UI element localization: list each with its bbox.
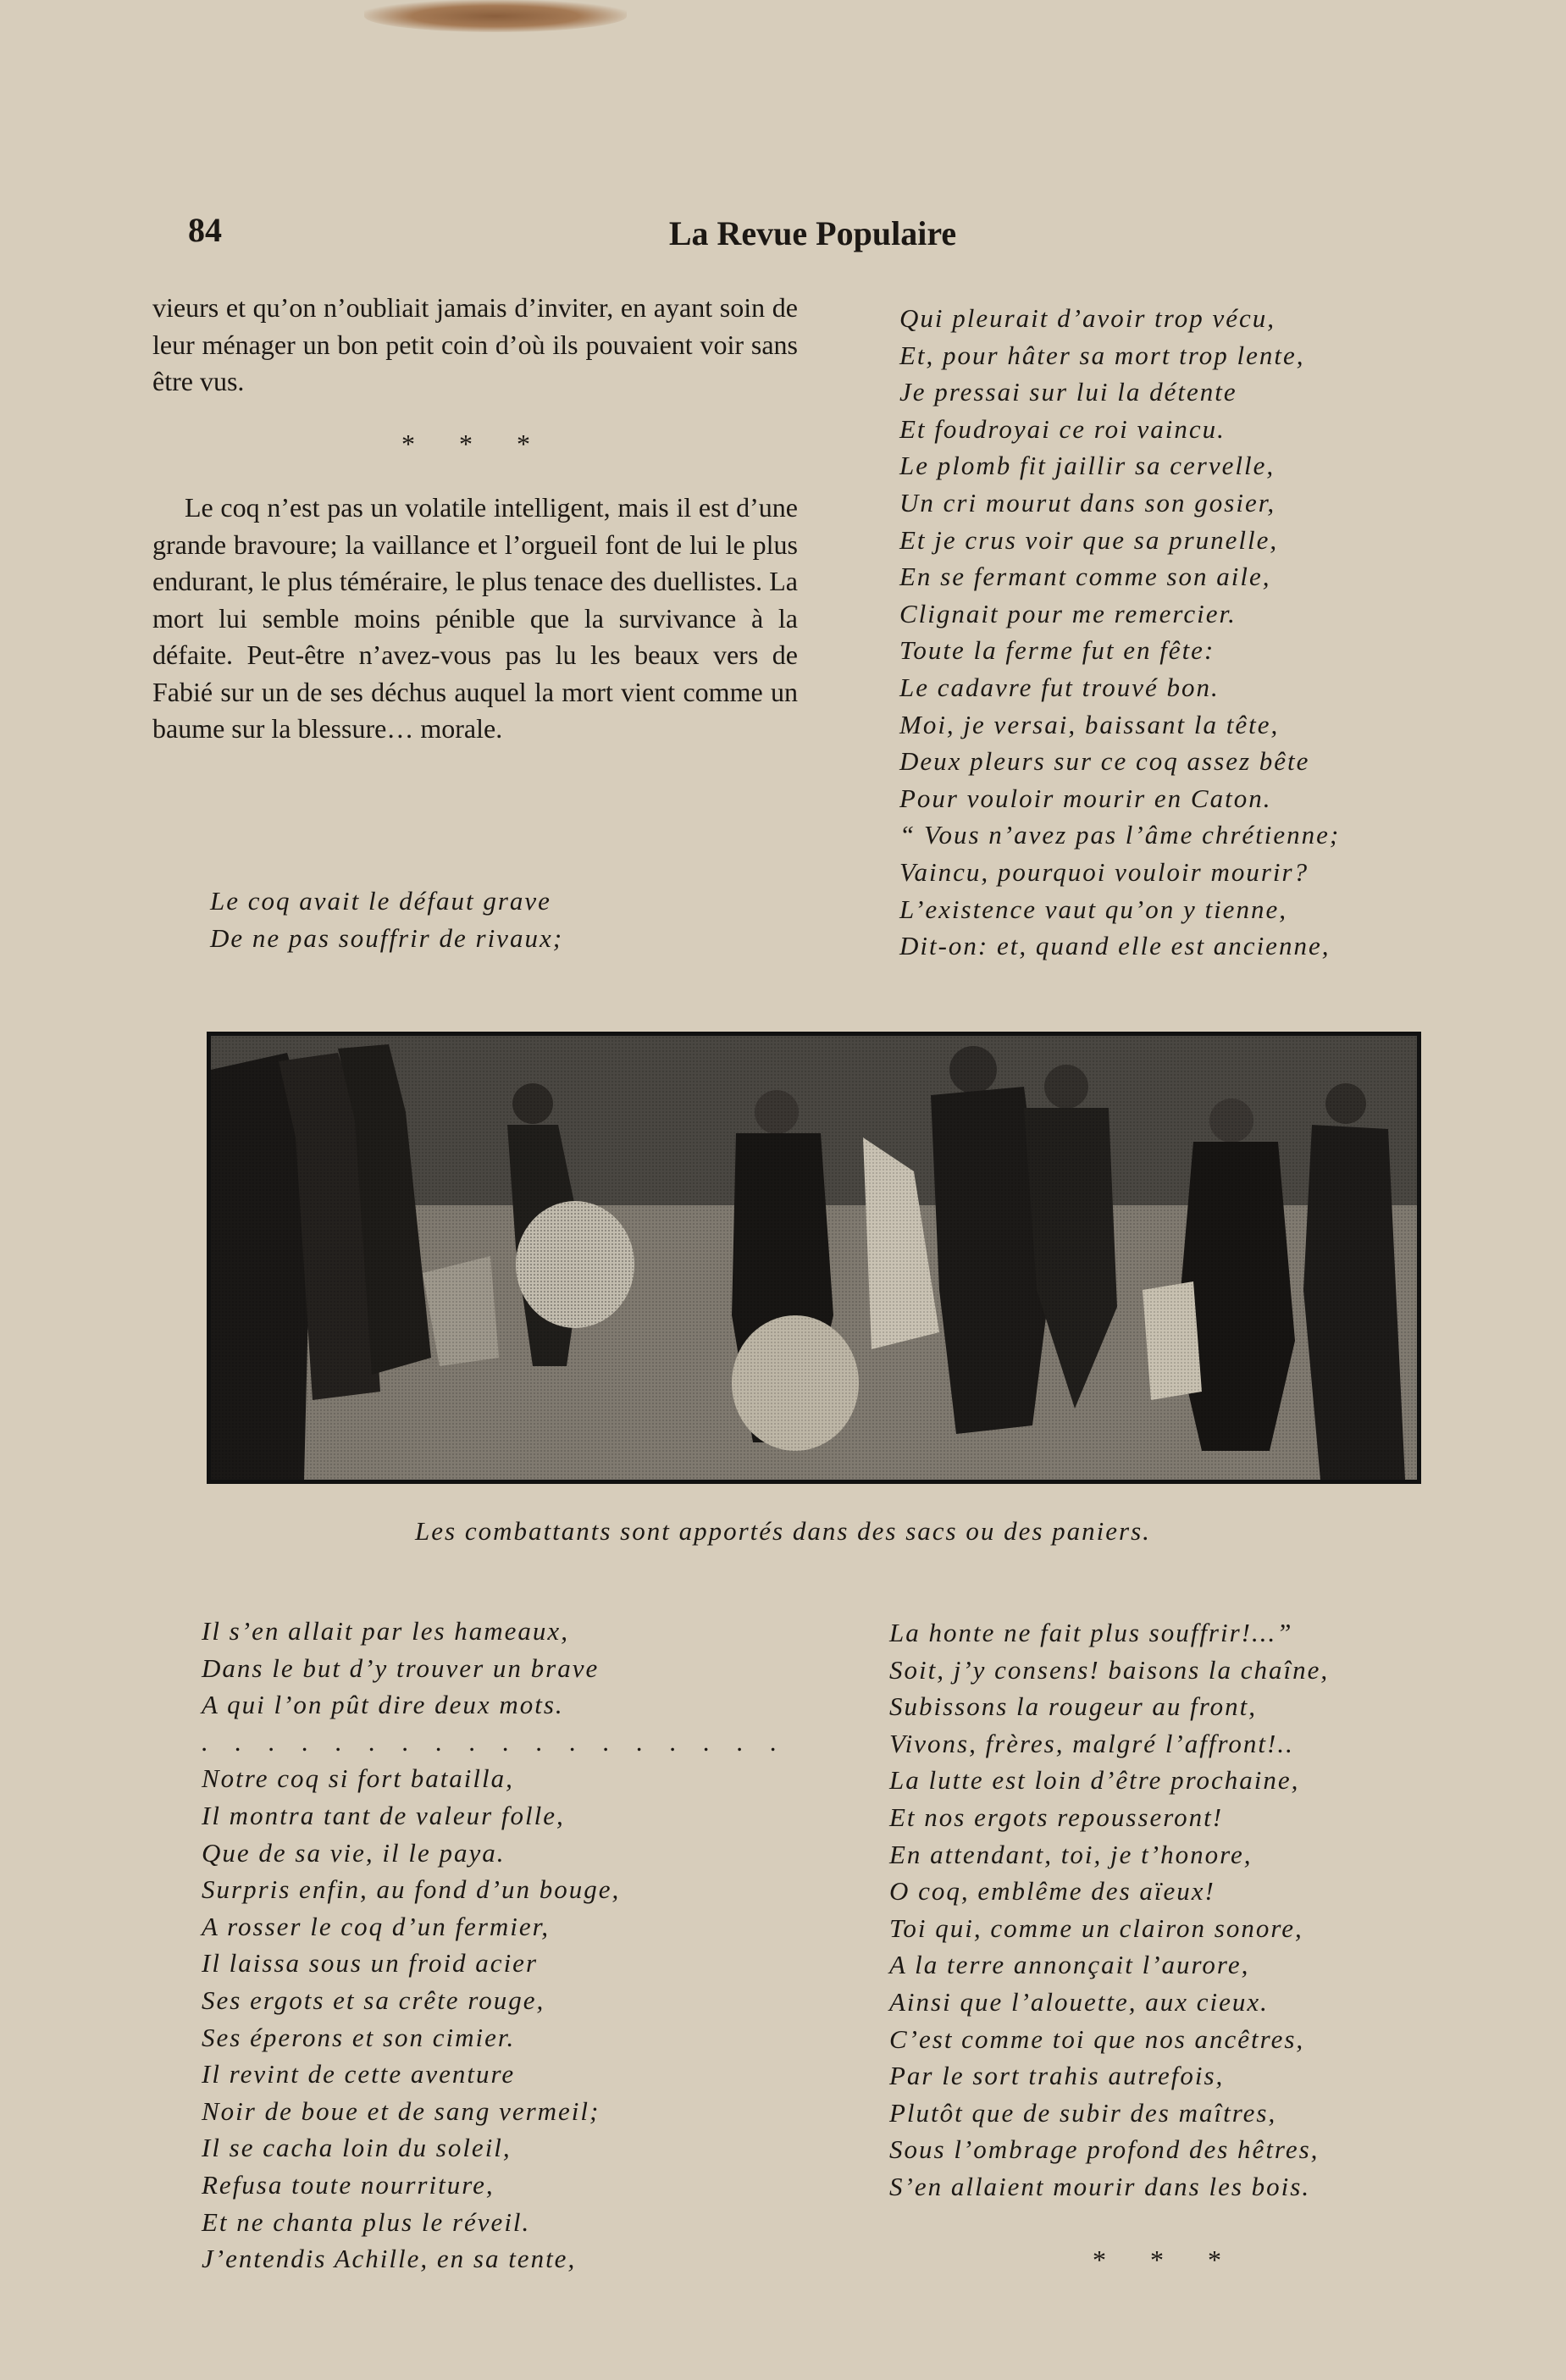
verse-line: Et nos ergots repousseront! [889,1802,1224,1832]
verse-line: A rosser le coq d’un fermier, [202,1911,551,1941]
verse-line: O coq, emblême des aïeux! [889,1876,1215,1907]
verse-line: Pour vouloir mourir en Caton. [899,783,1272,813]
verse-line: Il se cacha loin du soleil, [202,2133,512,2163]
verse-line: Vivons, frères, malgré l’affront!.. [889,1728,1294,1758]
paper-stain [364,0,627,32]
verse-line: La lutte est loin d’être prochaine, [889,1765,1300,1796]
verse-line: Plutôt que de subir des maîtres, [889,2097,1277,2128]
verse-line: De ne pas souffrir de rivaux; [210,922,564,953]
photograph-illustration [211,1036,1417,1480]
verse-line: J’entendis Achille, en sa tente, [202,2244,577,2274]
verse-line: A la terre annonçait l’aurore, [889,1950,1250,1980]
verse-line: Et ne chanta plus le réveil. [202,2206,531,2237]
verse-line: Qui pleurait d’avoir trop vécu, [899,303,1275,333]
verse-line: Vaincu, pourquoi vouloir mourir? [899,856,1309,887]
verse-line: Ses ergots et sa crête rouge, [202,1984,545,2015]
verse-line: . . . . . . . . . . . . . . . . . . [202,1726,788,1757]
verse-line: La honte ne fait plus souffrir!...” [889,1618,1293,1647]
verse-line: Et, pour hâter sa mort trop lente, [899,340,1305,370]
prose-column [152,290,798,748]
verse-line: Toi qui, comme un clairon sonore, [889,1912,1303,1943]
section-separator: * * * [401,428,549,459]
verse-line: L’existence vaut qu’on y tienne, [899,894,1287,924]
verse-top-left [210,883,563,956]
verse-line: Il laissa sous un froid acier [202,1948,539,1979]
verse-line: Dans le but d’y trouver un brave [202,1652,600,1683]
photo-caption: Les combattants sont apportés dans des sacs ou des paniers. [415,1516,1151,1546]
verse-line: Toute la ferme fut en fête: [899,635,1215,666]
verse-line: Ainsi que l’alouette, aux cieux. [889,1986,1269,2017]
verse-line: Le cadavre fut trouvé bon. [899,672,1220,702]
verse-line: “ Vous n’avez pas l’âme chrétienne; [899,820,1341,850]
verse-line: En attendant, toi, je t’honore, [889,1839,1253,1869]
verse-line: A qui l’on pût dire deux mots. [202,1690,564,1720]
verse-line: Ses éperons et son cimier. [202,2022,516,2052]
verse-line: Notre coq si fort batailla, [202,1763,514,1794]
verse-line: Il revint de cette aventure [202,2059,516,2089]
verse-line: Dit-on: et, quand elle est ancienne, [899,931,1331,961]
verse-line: Surpris enfin, au fond d’un bouge, [202,1874,621,1905]
verse-line: Sous l’ombrage profond des hêtres, [889,2134,1320,2165]
verse-line: Deux pleurs sur ce coq assez bête [899,746,1310,777]
verse-line: Il s’en allait par les hameaux, [202,1616,569,1646]
verse-line: Et foudroyai ce roi vaincu. [899,413,1226,444]
verse-line: Je pressai sur lui la détente [899,377,1237,407]
running-title: La Revue Populaire [668,214,957,252]
verse-line: Refusa toute nourriture, [202,2169,495,2200]
verse-bottom-right [889,1614,1329,2206]
verse-line: Clignait pour me remercier. [899,598,1237,628]
prose-paragraph-2: Le coq n’est pas un volatile intelligent, mais il est d’une grande bravoure; la vaillance et l’orgueil font de lui le plus endurant, le plus téméraire, le plus tenace des duellistes. La mort lui semble moins pénible que la survivance à la défaite. Peut-être n’avez-vous pas lu les beaux vers de Fabié sur un de ses déchus auquel la mort vient comme un baume sur la blessure… morale. [152,492,798,744]
verse-bottom-left [202,1613,787,2278]
page-number: 84 [188,211,222,249]
verse-line: Par le sort trahis autrefois, [889,2061,1225,2091]
verse-line: Le coq avait le défaut grave [210,886,551,916]
verse-line: S’en allaient mourir dans les bois. [889,2171,1311,2201]
photograph [207,1032,1421,1484]
verse-line: Moi, je versai, baissant la tête, [899,709,1280,739]
verse-line: C’est comme toi que nos ancêtres, [889,2023,1305,2054]
verse-line: Un cri mourut dans son gosier, [899,487,1276,518]
verse-line: Subissons la rougeur au front, [889,1691,1258,1722]
verse-line: Le plomb fit jaillir sa cervelle, [899,451,1275,481]
verse-line: En se fermant comme son aile, [899,562,1271,592]
prose-paragraph-1: vieurs et qu’on n’oubliait jamais d’inviter, en ayant soin de leur ménager un bon petit coin d’où ils pouvaient voir sans être vus. [152,292,798,396]
verse-top-right [899,300,1340,965]
end-separator: * * * [1093,2244,1240,2275]
verse-line: Il montra tant de valeur folle, [202,1800,565,1830]
verse-line: Et je crus voir que sa prunelle, [899,524,1279,555]
verse-line: Que de sa vie, il le paya. [202,1837,506,1868]
verse-line: Soit, j’y consens! baisons la chaîne, [889,1654,1330,1685]
verse-line: Noir de boue et de sang vermeil; [202,2095,600,2126]
